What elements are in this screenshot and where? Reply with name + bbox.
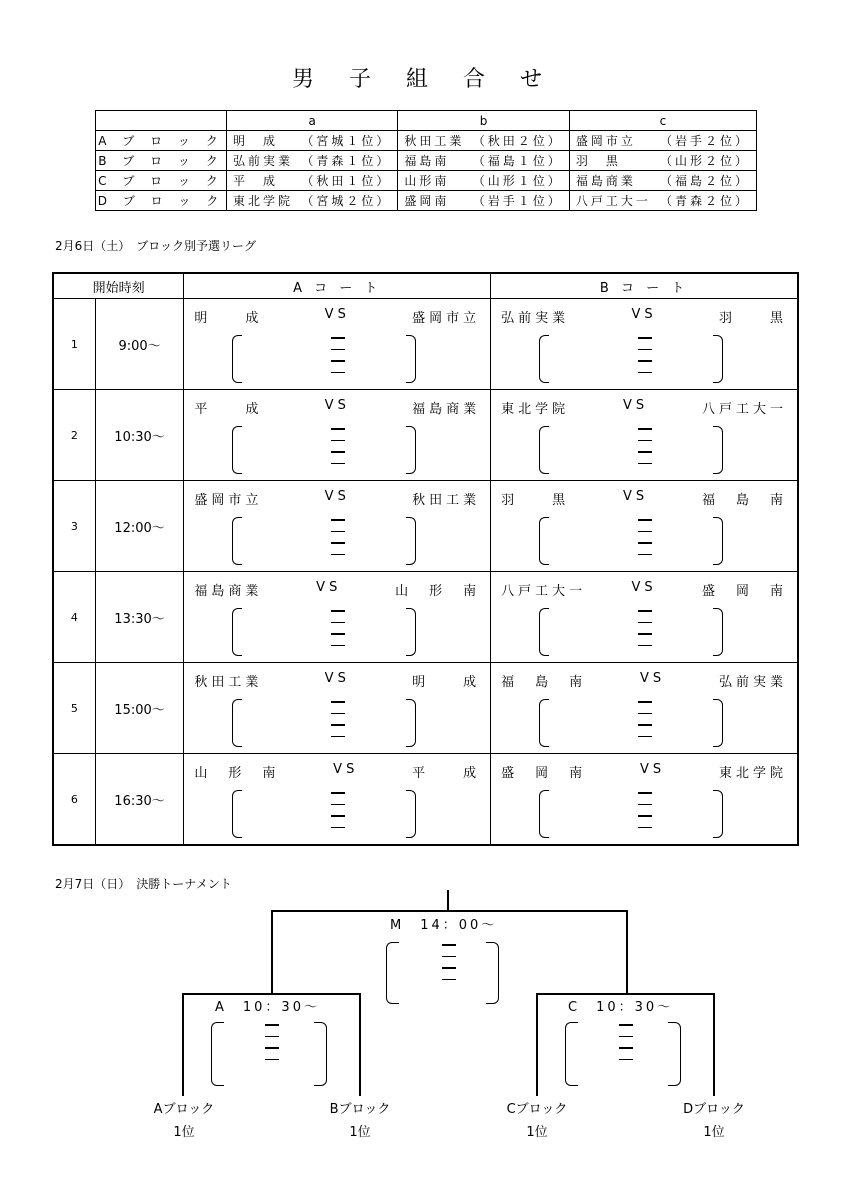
away-team: 平 成: [412, 766, 481, 781]
seed-b-block: Bブロック: [329, 1102, 391, 1117]
b-court-match: [491, 390, 798, 481]
score-box: [491, 699, 797, 751]
team-cell: [227, 151, 398, 171]
league-row: [53, 572, 798, 663]
team-name: 東北学院: [233, 194, 294, 208]
team-seed: （青森１位）: [301, 154, 392, 168]
team-cell: [398, 131, 569, 151]
team-name: 弘前実業: [233, 154, 294, 168]
team-seed: （青森２位）: [659, 194, 750, 208]
seed-d-rank: 1位: [703, 1125, 725, 1140]
league-row: [53, 390, 798, 481]
matchup: [501, 489, 787, 508]
matchup: [501, 398, 787, 417]
away-team: 山 形 南: [395, 584, 481, 599]
league-row: [53, 663, 798, 754]
assignment-row: [96, 171, 757, 191]
team-name: 山形南: [404, 174, 450, 188]
versus-label: VS: [324, 307, 350, 322]
home-team: 東北学院: [501, 402, 570, 417]
b-court-match: [491, 663, 798, 754]
versus-label: VS: [623, 489, 649, 504]
block-label: A ブ ロ ッ ク: [96, 131, 227, 151]
score-box: [491, 335, 797, 387]
league-row: [53, 299, 798, 390]
team-name: 秋田工業: [404, 134, 465, 148]
start-time: 12:00～: [95, 481, 184, 572]
b-court-match: [491, 572, 798, 663]
team-name: 平 成: [233, 174, 279, 188]
team-seed: （宮城１位）: [301, 134, 392, 148]
home-team: 福 島 南: [501, 675, 587, 690]
start-time-header: 開始時刻: [53, 273, 184, 299]
corner-cell: [96, 111, 227, 131]
team-name: 福島商業: [575, 174, 636, 188]
semifinal-c-label: C 10：30～: [568, 1000, 674, 1015]
matchup: [194, 762, 480, 781]
away-team: 羽 黒: [718, 311, 787, 326]
block-label: D ブ ロ ッ ク: [96, 191, 227, 211]
a-court-match: [184, 390, 491, 481]
assignment-row: [96, 131, 757, 151]
col-header-b: b: [398, 111, 569, 131]
start-time: 13:30～: [95, 572, 184, 663]
team-cell: [569, 191, 756, 211]
score-box: [184, 699, 490, 751]
match-number: 4: [53, 572, 95, 663]
seed-d-block: Dブロック: [683, 1102, 745, 1117]
seed-d: [674, 1098, 754, 1140]
team-cell: [569, 171, 756, 191]
b-court-match: [491, 299, 798, 390]
team-name: 盛岡市立: [575, 134, 636, 148]
score-box: [184, 517, 490, 569]
col-header-c: c: [569, 111, 756, 131]
a-court-match: [184, 572, 491, 663]
a-court-match: [184, 299, 491, 390]
versus-label: VS: [640, 671, 666, 686]
score-box: [184, 426, 490, 478]
versus-label: VS: [324, 489, 350, 504]
team-cell: [398, 191, 569, 211]
matchup: [194, 580, 480, 599]
away-team: 秋田工業: [412, 493, 481, 508]
tournament-heading: 2月7日（日） 決勝トーナメント: [55, 877, 232, 891]
league-schedule-table: [52, 272, 799, 846]
match-number: 1: [53, 299, 95, 390]
team-seed: （岩手１位）: [472, 194, 563, 208]
block-label: B ブ ロ ッ ク: [96, 151, 227, 171]
home-team: 明 成: [194, 311, 263, 326]
away-team: 明 成: [412, 675, 481, 690]
team-seed: （宮城２位）: [301, 194, 392, 208]
versus-label: VS: [623, 398, 649, 413]
b-court-match: [491, 481, 798, 572]
matchup: [501, 307, 787, 326]
start-time: 16:30～: [95, 754, 184, 846]
matchup: [194, 307, 480, 326]
page-title: 男 子 組 合 せ: [292, 67, 556, 92]
team-seed: （秋田１位）: [301, 174, 392, 188]
away-team: 弘前実業: [718, 675, 787, 690]
score-box: [491, 608, 797, 660]
league-row: [53, 481, 798, 572]
matchup: [194, 671, 480, 690]
score-box: [491, 426, 797, 478]
start-time: 15:00～: [95, 663, 184, 754]
versus-label: VS: [631, 307, 657, 322]
league-row: [53, 754, 798, 846]
seed-b-rank: 1位: [349, 1125, 371, 1140]
team-cell: [227, 131, 398, 151]
team-seed: （山形１位）: [472, 174, 563, 188]
match-number: 6: [53, 754, 95, 846]
team-name: 福島南: [404, 154, 450, 168]
away-team: 盛 岡 南: [701, 584, 787, 599]
team-cell: [398, 151, 569, 171]
team-cell: [227, 191, 398, 211]
versus-label: VS: [640, 762, 666, 777]
seed-c-rank: 1位: [526, 1125, 548, 1140]
team-seed: （秋田２位）: [472, 134, 563, 148]
versus-label: VS: [316, 580, 342, 595]
team-seed: （岩手２位）: [659, 134, 750, 148]
away-team: 東北学院: [718, 766, 787, 781]
team-name: 羽 黒: [575, 154, 621, 168]
home-team: 八戸工大一: [501, 584, 587, 599]
home-team: 平 成: [194, 402, 263, 417]
matchup: [501, 762, 787, 781]
assignment-row: [96, 191, 757, 211]
away-team: 福 島 南: [701, 493, 787, 508]
away-team: 八戸工大一: [701, 402, 787, 417]
b-court-match: [491, 754, 798, 846]
seed-a: [144, 1098, 224, 1140]
seed-c: [497, 1098, 577, 1140]
home-team: 弘前実業: [501, 311, 570, 326]
seed-a-rank: 1位: [173, 1125, 195, 1140]
block-label: C ブ ロ ッ ク: [96, 171, 227, 191]
seed-b: [320, 1098, 400, 1140]
match-number: 2: [53, 390, 95, 481]
home-team: 盛 岡 南: [501, 766, 587, 781]
a-court-match: [184, 663, 491, 754]
semifinal-a-label: A 10：30～: [215, 1000, 320, 1015]
start-time: 10:30～: [95, 390, 184, 481]
a-court-match: [184, 754, 491, 846]
away-team: 盛岡市立: [412, 311, 481, 326]
team-cell: [227, 171, 398, 191]
home-team: 盛岡市立: [194, 493, 263, 508]
start-time: 9:00～: [95, 299, 184, 390]
team-cell: [569, 151, 756, 171]
team-seed: （福島２位）: [659, 174, 750, 188]
matchup: [501, 580, 787, 599]
score-box: [184, 335, 490, 387]
league-heading: 2月6日（土） ブロック別予選リーグ: [55, 239, 257, 253]
score-box: [184, 608, 490, 660]
match-number: 3: [53, 481, 95, 572]
final-match-label: M 14：00～: [390, 918, 498, 933]
a-court-header: A コ ー ト: [184, 273, 491, 299]
home-team: 秋田工業: [194, 675, 263, 690]
team-cell: [398, 171, 569, 191]
team-seed: （山形２位）: [659, 154, 750, 168]
versus-label: VS: [324, 671, 350, 686]
seed-c-block: Cブロック: [506, 1102, 568, 1117]
versus-label: VS: [631, 580, 657, 595]
col-header-a: a: [227, 111, 398, 131]
score-box: [491, 790, 797, 842]
matchup: [194, 398, 480, 417]
seed-a-block: Aブロック: [153, 1102, 215, 1117]
matchup: [194, 489, 480, 508]
versus-label: VS: [333, 762, 359, 777]
group-assignment-table: [95, 110, 757, 211]
matchup: [501, 671, 787, 690]
home-team: 山 形 南: [194, 766, 280, 781]
team-name: 盛岡南: [404, 194, 450, 208]
a-court-match: [184, 481, 491, 572]
team-name: 八戸工大一: [575, 194, 651, 208]
team-seed: （福島１位）: [472, 154, 563, 168]
match-number: 5: [53, 663, 95, 754]
home-team: 福島商業: [194, 584, 263, 599]
score-box: [184, 790, 490, 842]
team-cell: [569, 131, 756, 151]
b-court-header: B コ ー ト: [491, 273, 798, 299]
assignment-row: [96, 151, 757, 171]
home-team: 羽 黒: [501, 493, 570, 508]
score-box: [491, 517, 797, 569]
team-name: 明 成: [233, 134, 279, 148]
away-team: 福島商業: [412, 402, 481, 417]
versus-label: VS: [324, 398, 350, 413]
